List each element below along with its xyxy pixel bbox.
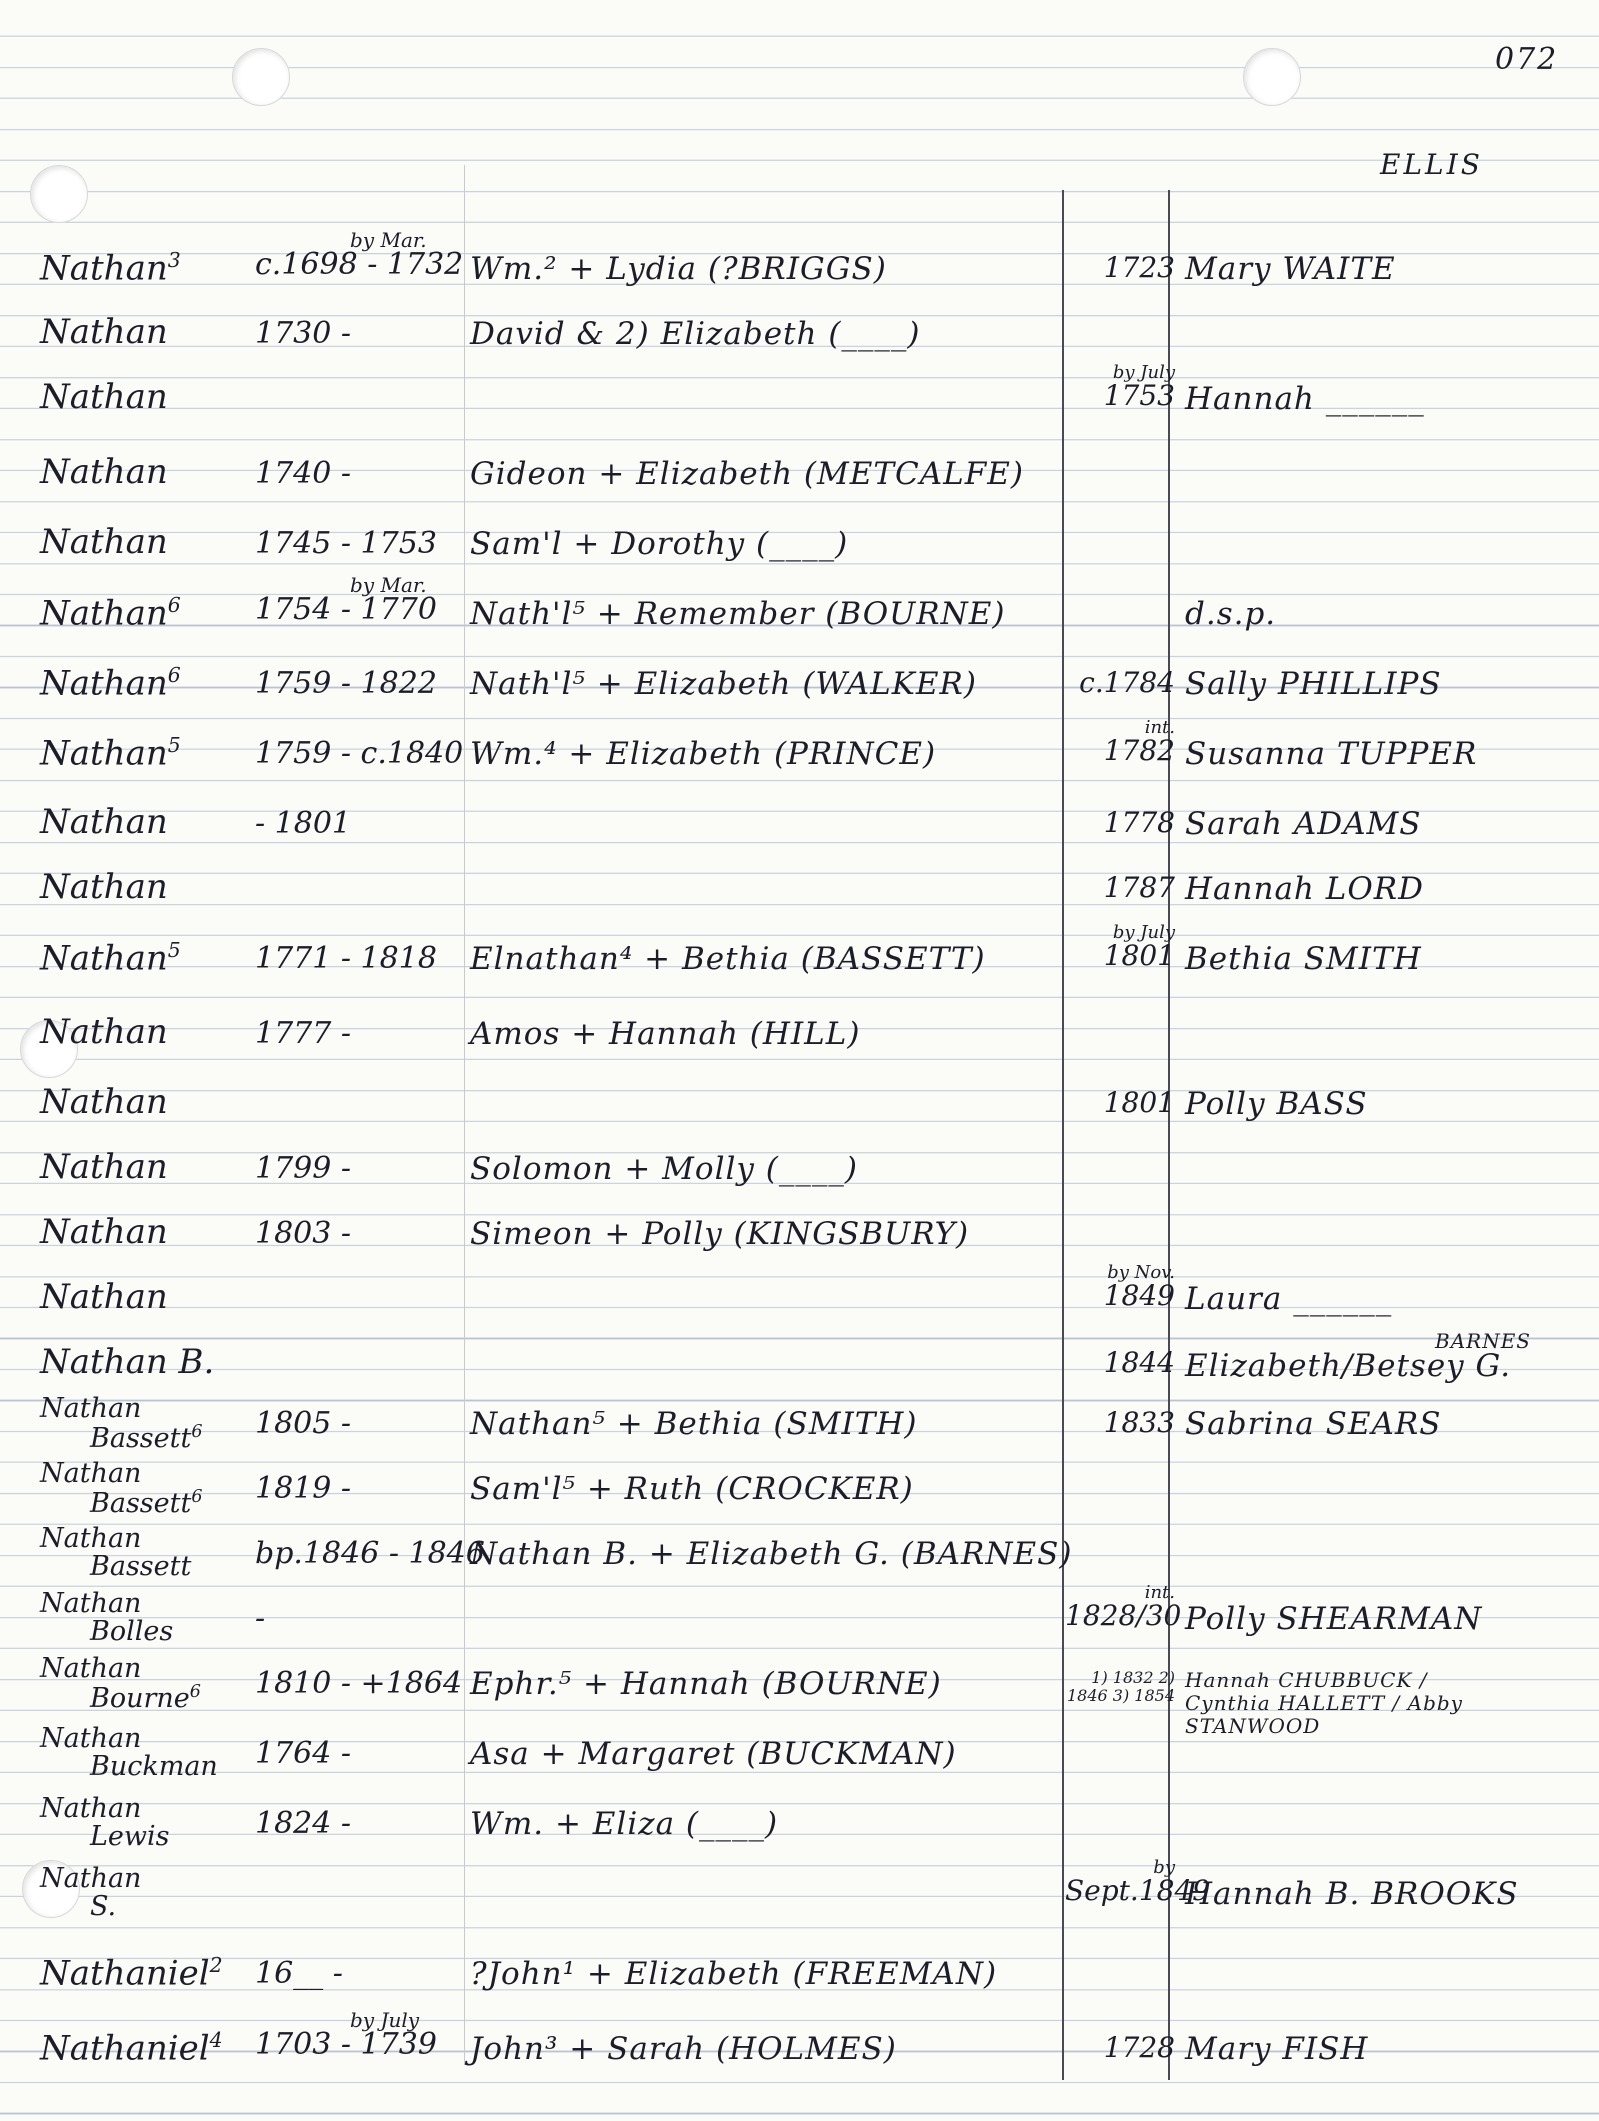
parents-value: Elnathan⁴ + Bethia (BASSETT) [470, 941, 986, 977]
entry-row [0, 445, 1599, 515]
generation-number: 6 [167, 593, 181, 617]
entry-marriage-date [1065, 1406, 1175, 1439]
marriage-note: by July [1112, 362, 1175, 383]
entry-marriage-date [1065, 2031, 1175, 2064]
entry-spouse [1185, 736, 1595, 772]
entry-dates [255, 575, 455, 625]
entry-row [0, 922, 1599, 1000]
entry-name [40, 733, 255, 774]
dates-value: 1810 - +1864 [255, 1666, 463, 1701]
entry-name [40, 377, 255, 417]
marriage-date-value: 1778 [1103, 806, 1175, 839]
marriage-note: by Nov. [1107, 1262, 1175, 1283]
dates-value: 1730 - [255, 316, 352, 351]
name-line: Nathan [40, 1588, 142, 1619]
entry-dates [255, 1406, 455, 1441]
name-line-2: Bourne$^6$ [90, 1682, 201, 1715]
entry-dates [255, 1736, 455, 1771]
marriage-date-value: 1828/30 [1065, 1599, 1182, 1632]
name-line: Nathan [40, 1723, 142, 1754]
entry-row [0, 1262, 1599, 1340]
entry-spouse [1185, 941, 1595, 977]
entry-parents [470, 1736, 1070, 1772]
name-line: Nathan [40, 522, 168, 562]
entry-parents [470, 1406, 1070, 1442]
name-line: Nathan [40, 593, 168, 634]
dates-value: 1803 - [255, 1216, 352, 1251]
parents-value: Nathan⁵ + Bethia (SMITH) [470, 1406, 918, 1442]
entry-marriage-date [1065, 1857, 1211, 1907]
punch-hole-top [232, 48, 290, 106]
parents-value: Solomon + Molly (____) [470, 1151, 858, 1187]
entry-name [40, 1082, 255, 1122]
parents-value: Amos + Hannah (HILL) [470, 1016, 861, 1052]
entry-spouse [1185, 1876, 1595, 1912]
entry-marriage-date [1065, 1669, 1175, 1704]
dates-value: c.1698 - 1732 [255, 247, 464, 282]
spouse-value: Hannah ______ [1185, 381, 1425, 417]
entry-dates [255, 1666, 463, 1701]
marriage-note: int. [1144, 1582, 1175, 1603]
entry-row [0, 1653, 1599, 1738]
entry-parents [470, 1956, 1070, 1992]
entry-spouse [1185, 1601, 1595, 1637]
name-line-2: Bassett$^6$ [90, 1422, 203, 1455]
parents-value: Simeon + Polly (KINGSBURY) [470, 1216, 970, 1252]
marriage-date-value: 1728 [1103, 2031, 1175, 2064]
entry-row [0, 1725, 1599, 1795]
entry-spouse [1185, 1281, 1595, 1317]
dates-value: 1805 - [255, 1406, 352, 1441]
dates-value: 1759 - c.1840 [255, 736, 464, 771]
entry-name [40, 248, 255, 289]
parents-value: Wm.⁴ + Elizabeth (PRINCE) [470, 736, 937, 772]
parents-value: David & 2) Elizabeth (____) [470, 316, 921, 352]
entry-dates [255, 1471, 455, 1506]
entry-parents [470, 1666, 1070, 1702]
entry-name [40, 1012, 255, 1052]
parents-value: John³ + Sarah (HOLMES) [470, 2031, 897, 2067]
entry-marriage-date [1065, 806, 1175, 839]
spouse-value: Sally PHILLIPS [1185, 666, 1442, 702]
entry-name [40, 1395, 255, 1454]
entry-parents [470, 1471, 1070, 1507]
entry-name [40, 867, 255, 907]
entry-spouse [1185, 806, 1595, 842]
entry-dates [255, 1016, 455, 1051]
dates-value: 1777 - [255, 1016, 352, 1051]
entry-row [0, 1582, 1599, 1660]
entry-marriage-date [1065, 1264, 1175, 1310]
entry-parents [470, 736, 1070, 772]
dates-value: 1754 - 1770 [255, 592, 437, 627]
entry-name [40, 1953, 255, 1994]
entry-parents [470, 2031, 1070, 2067]
name-line: Nathaniel [40, 1953, 210, 1994]
marriage-note: by [1153, 1857, 1175, 1878]
generation-number: 2 [209, 1953, 223, 1977]
marriage-date-value: 1) 1832 2) 1846 3) 1854 [1066, 1668, 1175, 1705]
parents-value: Gideon + Elizabeth (METCALFE) [470, 456, 1024, 492]
spouse-value: Sabrina SEARS [1185, 1406, 1442, 1442]
spouse-value: d.s.p. [1185, 596, 1277, 632]
name-line: Nathan [40, 1863, 142, 1894]
entry-dates [255, 1151, 455, 1186]
parents-value: Nath'l⁵ + Remember (BOURNE) [470, 596, 1006, 632]
dates-value: - [255, 1601, 266, 1636]
generation-number: 6 [191, 1422, 203, 1443]
entry-row [0, 305, 1599, 375]
entry-row [0, 1525, 1599, 1595]
dates-value: 1759 - 1822 [255, 666, 437, 701]
dates-value: 1771 - 1818 [255, 941, 437, 976]
dates-value: 1740 - [255, 456, 352, 491]
marriage-date-value: 1801 [1103, 1086, 1175, 1119]
name-line: Nathan [40, 1012, 168, 1052]
name-line: Nathaniel [40, 2028, 210, 2069]
generation-number: 5 [167, 733, 181, 757]
entry-name [40, 2028, 255, 2069]
parents-value: Nathan B. + Elizabeth G. (BARNES) [470, 1536, 1073, 1572]
entry-dates [255, 1601, 455, 1636]
generation-number: 4 [209, 2028, 223, 2052]
entry-dates [255, 1956, 455, 1991]
spouse-value: Polly SHEARMAN [1185, 1601, 1483, 1637]
name-line: Nathan [40, 312, 168, 352]
entry-row [0, 2008, 1599, 2090]
entry-dates [255, 941, 455, 976]
entry-dates [255, 228, 464, 282]
marriage-note: int. [1144, 717, 1175, 738]
marriage-date-value: 1753 [1103, 379, 1175, 412]
marriage-date-value: 1849 [1103, 1279, 1175, 1312]
entry-parents [470, 1016, 1070, 1052]
generation-number: 6 [167, 663, 181, 687]
generation-number: 5 [167, 938, 181, 962]
dates-value: - 1801 [255, 806, 352, 841]
entry-name [40, 522, 255, 562]
marriage-date-value: 1833 [1103, 1406, 1175, 1439]
entry-name [40, 452, 255, 492]
generation-number: 6 [189, 1682, 201, 1703]
entry-name [40, 1342, 255, 1382]
punch-hole-upper-left [30, 165, 88, 223]
entry-row [0, 1205, 1599, 1275]
entry-dates [255, 316, 455, 351]
spouse-value: Mary WAITE [1185, 251, 1396, 287]
generation-number: 3 [167, 248, 181, 272]
entry-name [40, 1725, 255, 1782]
name-line-2: S. [90, 1891, 117, 1923]
generation-number: 6 [191, 1487, 203, 1508]
dates-value: 1819 - [255, 1471, 352, 1506]
marriage-date-value: Sept.1849 [1065, 1874, 1211, 1907]
entry-dates [255, 1216, 455, 1251]
name-line: Nathan [40, 938, 168, 979]
parents-value: Wm. + Eliza (____) [470, 1806, 779, 1842]
surname-heading: ELLIS [1380, 148, 1483, 181]
marriage-date-value: 1801 [1103, 939, 1175, 972]
parents-value: Nath'l⁵ + Elizabeth (WALKER) [470, 666, 977, 702]
name-line: Nathan [40, 867, 168, 907]
name-line: Nathan [40, 1393, 142, 1424]
entry-dates [255, 456, 455, 491]
dates-value: 1745 - 1753 [255, 526, 437, 561]
entry-row [0, 228, 1599, 310]
entry-row [0, 1140, 1599, 1210]
entry-spouse [1185, 381, 1595, 417]
entry-spouse [1185, 1406, 1595, 1442]
name-line: Nathan [40, 1277, 168, 1317]
entry-name [40, 1277, 255, 1317]
entry-name [40, 938, 255, 979]
spouse-value: Hannah LORD [1185, 871, 1424, 907]
spouse-value: Laura ______ [1185, 1281, 1393, 1317]
entry-name [40, 1865, 255, 1922]
entry-name [40, 593, 255, 634]
entry-row [0, 1795, 1599, 1865]
entry-parents [470, 316, 1070, 352]
punch-hole-top-right [1243, 48, 1301, 106]
entry-dates [255, 1536, 485, 1571]
dates-value: 1703 - 1739 [255, 2027, 437, 2062]
parents-value: Wm.² + Lydia (?BRIGGS) [470, 251, 887, 287]
name-line: Nathan [40, 733, 168, 774]
entry-row [0, 1460, 1599, 1530]
spouse-value: Mary FISH [1185, 2031, 1369, 2067]
marriage-date-value: 1723 [1103, 251, 1175, 284]
spouse-value: Elizabeth/Betsey G. [1185, 1348, 1512, 1384]
entry-name [40, 312, 255, 352]
entry-row [0, 1945, 1599, 2015]
entry-row [0, 655, 1599, 725]
dates-note: by Mar. [350, 228, 427, 252]
entry-dates [255, 1806, 455, 1841]
spouse-value: Hannah CHUBBUCK / Cynthia HALLETT / Abby STANWOOD [1185, 1668, 1463, 1738]
entry-row [0, 362, 1599, 440]
entry-marriage-date [1065, 1086, 1175, 1119]
entry-parents [470, 941, 1070, 977]
entry-name [40, 802, 255, 842]
parents-value: ?John¹ + Elizabeth (FREEMAN) [470, 1956, 998, 1992]
entry-name [40, 1795, 255, 1852]
entry-spouse [1185, 2031, 1595, 2067]
entry-row [0, 573, 1599, 655]
entry-spouse [1185, 1086, 1595, 1122]
entry-parents [470, 1216, 1070, 1252]
entry-row [0, 717, 1599, 795]
entry-row [0, 515, 1599, 585]
entry-marriage-date [1065, 666, 1175, 699]
name-line: Nathan [40, 1653, 142, 1684]
entry-row [0, 795, 1599, 865]
entry-marriage-date [1065, 364, 1175, 410]
spouse-value: Sarah ADAMS [1185, 806, 1422, 842]
spouse-value: Hannah B. BROOKS [1185, 1876, 1519, 1912]
entry-parents [470, 1536, 1073, 1572]
spouse-value: Polly BASS [1185, 1086, 1368, 1122]
entry-spouse [1185, 596, 1595, 632]
marriage-note: by July [1112, 922, 1175, 943]
entry-parents [470, 526, 1070, 562]
marriage-date-value: 1782 [1103, 734, 1175, 767]
spouse-value: Bethia SMITH [1185, 941, 1422, 977]
name-line: Nathan [40, 802, 168, 842]
entry-marriage-date [1065, 1346, 1175, 1379]
entry-parents [470, 666, 1070, 702]
entry-dates [255, 806, 455, 841]
dates-value: 1824 - [255, 1806, 352, 1841]
dates-value: 1764 - [255, 1736, 352, 1771]
entry-dates [255, 736, 464, 771]
entry-spouse [1185, 251, 1595, 287]
entry-parents [470, 251, 1070, 287]
dates-value: 16__ - [255, 1956, 343, 1991]
name-line-2: Buckman [90, 1751, 218, 1783]
marriage-date-value: 1787 [1103, 871, 1175, 904]
entry-name [40, 663, 255, 704]
entry-spouse [1185, 1329, 1595, 1384]
parents-value: Sam'l⁵ + Ruth (CROCKER) [470, 1471, 914, 1507]
parents-value: Ephr.⁵ + Hannah (BOURNE) [470, 1666, 942, 1702]
entry-name [40, 1460, 255, 1519]
entry-name [40, 1147, 255, 1187]
entry-row [0, 1005, 1599, 1075]
entry-row [0, 1857, 1599, 1935]
dates-note: by July [350, 2008, 420, 2032]
dates-note: by Mar. [350, 573, 427, 597]
name-line-2: Lewis [90, 1821, 170, 1853]
name-line-2: Bassett [90, 1551, 192, 1583]
name-line: Nathan [40, 1212, 168, 1252]
entry-marriage-date [1065, 719, 1175, 765]
entry-dates [255, 526, 455, 561]
entry-dates [255, 666, 455, 701]
entry-parents [470, 596, 1070, 632]
page-number: 072 [1495, 42, 1559, 77]
spouse-note: BARNES [1435, 1329, 1531, 1353]
entry-row [0, 1075, 1599, 1145]
entry-spouse [1185, 666, 1595, 702]
entry-marriage-date [1065, 251, 1175, 284]
name-line: Nathan [40, 377, 168, 417]
entry-name [40, 1525, 255, 1582]
entry-spouse [1185, 871, 1595, 907]
name-line-2: Bolles [90, 1616, 174, 1648]
name-line: Nathan [40, 1082, 168, 1122]
dates-value: 1799 - [255, 1151, 352, 1186]
entry-name [40, 1590, 255, 1647]
entry-marriage-date [1065, 1582, 1182, 1632]
name-line: Nathan [40, 1523, 142, 1554]
entry-marriage-date [1065, 871, 1175, 904]
entry-name [40, 1655, 255, 1714]
spouse-value: Susanna TUPPER [1185, 736, 1478, 772]
name-line: Nathan [40, 248, 168, 289]
entry-parents [470, 1806, 1070, 1842]
entry-parents [470, 1151, 1070, 1187]
name-line-2: Bassett$^6$ [90, 1487, 203, 1520]
parents-value: Asa + Margaret (BUCKMAN) [470, 1736, 957, 1772]
parents-value: Sam'l + Dorothy (____) [470, 526, 849, 562]
name-line: Nathan [40, 1793, 142, 1824]
entry-parents [470, 456, 1070, 492]
marriage-date-value: 1844 [1103, 1346, 1175, 1379]
entry-row [0, 860, 1599, 930]
name-line: Nathan [40, 1147, 168, 1187]
name-line: Nathan [40, 452, 168, 492]
marriage-date-value: c.1784 [1079, 666, 1175, 699]
entry-dates [255, 2010, 455, 2060]
name-line: Nathan [40, 663, 168, 704]
name-line: Nathan [40, 1458, 142, 1489]
dates-value: bp.1846 - 1846 [255, 1536, 485, 1571]
entry-marriage-date [1065, 924, 1175, 970]
entry-row [0, 1395, 1599, 1465]
name-line: Nathan B. [40, 1342, 215, 1382]
entry-name [40, 1212, 255, 1252]
